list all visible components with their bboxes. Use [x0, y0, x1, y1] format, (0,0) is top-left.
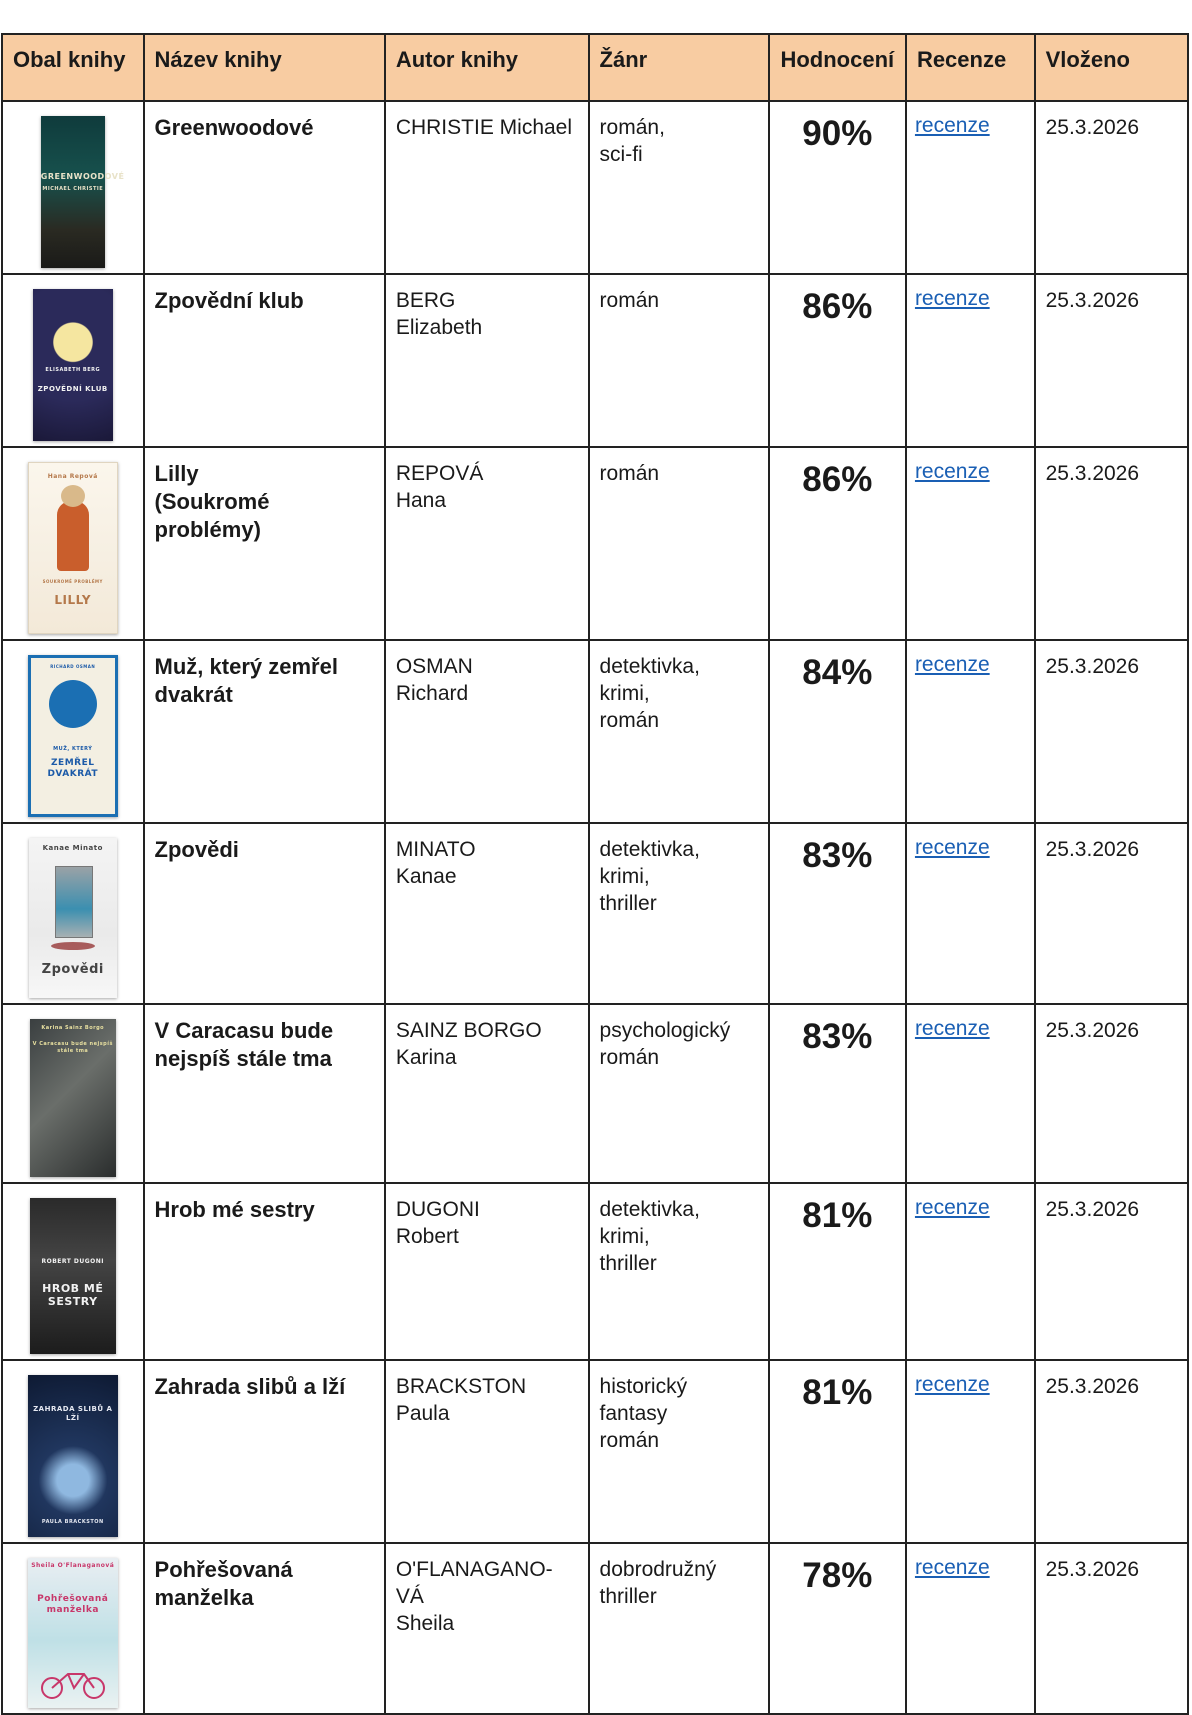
book-genre: román, sci-fi: [589, 101, 769, 274]
book-cover-image: [29, 838, 117, 998]
cover-hat-icon: [61, 485, 85, 507]
book-cover-image: [33, 289, 113, 441]
cover-text: ZAHRADA SLIBŮ A LŽÍ: [33, 1405, 113, 1422]
review-link[interactable]: recenze: [914, 114, 990, 137]
cover-text: LILLY: [54, 593, 92, 607]
book-title: V Caracasu bude nejspíš stále tma: [144, 1004, 385, 1183]
book-author: CHRISTIE Michael: [385, 101, 589, 274]
book-genre: román: [589, 274, 769, 447]
header-row: [2, 34, 1188, 101]
book-title: Zahrada slibů a lží: [144, 1360, 385, 1543]
cover-text: ZPOVĚDNÍ KLUB: [37, 385, 108, 393]
book-genre: dobrodružný thriller: [589, 1543, 769, 1714]
cover-text: Sheila O'Flanaganová: [31, 1562, 115, 1569]
review-link[interactable]: recenze: [914, 1196, 990, 1219]
table-row: [2, 447, 1188, 640]
book-author: BERG Elizabeth: [385, 274, 589, 447]
cover-text: Karina Sainz Borgo: [41, 1025, 105, 1031]
date-added: 25.3.2026: [1035, 101, 1188, 274]
cover-text: GREENWOODOVÉ: [40, 172, 125, 181]
cover-text: V Caracasu bude nejspíš stále tma: [32, 1041, 113, 1054]
book-genre: psychologický román: [589, 1004, 769, 1183]
review-cell: [906, 823, 1035, 1004]
book-title: Greenwoodové: [144, 101, 385, 274]
cover-text: ZEMŘEL DVAKRÁT: [47, 758, 99, 779]
date-added: 25.3.2026: [1035, 823, 1188, 1004]
book-rating: 81%: [769, 1183, 906, 1360]
review-cell: [906, 640, 1035, 823]
cover-text: PAULA BRACKSTON: [41, 1519, 104, 1525]
book-title: Zpovědní klub: [144, 274, 385, 447]
table-row: [2, 1543, 1188, 1714]
cover-cell: [2, 447, 144, 640]
date-added: 25.3.2026: [1035, 640, 1188, 823]
book-rating: 83%: [769, 823, 906, 1004]
book-cover-image: [30, 1019, 116, 1177]
header-review: Recenze: [906, 34, 1035, 101]
review-cell: [906, 101, 1035, 274]
table-row: [2, 1004, 1188, 1183]
review-link[interactable]: recenze: [914, 1017, 990, 1040]
cover-text: RICHARD OSMAN: [50, 664, 96, 669]
review-link[interactable]: recenze: [914, 836, 990, 859]
review-link[interactable]: recenze: [914, 287, 990, 310]
review-link[interactable]: recenze: [914, 1373, 990, 1396]
review-cell: [906, 1183, 1035, 1360]
book-genre: detektivka, krimi, román: [589, 640, 769, 823]
header-author: Autor knihy: [385, 34, 589, 101]
book-author: OSMAN Richard: [385, 640, 589, 823]
book-rating: 84%: [769, 640, 906, 823]
cover-text: Hana Repová: [47, 473, 98, 480]
review-link[interactable]: recenze: [914, 1556, 990, 1579]
book-rating: 78%: [769, 1543, 906, 1714]
header-rating: Hodnocení: [769, 34, 906, 101]
book-title: Muž, který zemřel dvakrát: [144, 640, 385, 823]
review-link[interactable]: recenze: [914, 653, 990, 676]
book-cover-image: [28, 1375, 118, 1537]
book-title: Zpovědi: [144, 823, 385, 1004]
cover-cell: [2, 823, 144, 1004]
cover-text: SOUKROMÉ PROBLÉMY: [42, 579, 103, 584]
date-added: 25.3.2026: [1035, 1543, 1188, 1714]
table-row: [2, 823, 1188, 1004]
date-added: 25.3.2026: [1035, 274, 1188, 447]
cover-text: Kanae Minato: [42, 844, 103, 852]
cover-cell: [2, 1543, 144, 1714]
cover-cell: [2, 1183, 144, 1360]
cover-cell: [2, 1004, 144, 1183]
cover-text: MUŽ, KTERÝ: [53, 746, 93, 752]
review-cell: [906, 274, 1035, 447]
header-cover: Obal knihy: [2, 34, 144, 101]
cover-text: HROB MÉ SESTRY: [42, 1282, 104, 1308]
book-genre: detektivka, krimi, thriller: [589, 823, 769, 1004]
book-genre: historický fantasy román: [589, 1360, 769, 1543]
books-table: [1, 33, 1189, 1715]
review-cell: [906, 1543, 1035, 1714]
cover-cell: [2, 274, 144, 447]
cover-text: ELISABETH BERG: [45, 367, 101, 373]
book-author: BRACKSTON Paula: [385, 1360, 589, 1543]
book-title: Pohřešovaná manželka: [144, 1543, 385, 1714]
book-author: O'FLANAGANO- VÁ Sheila: [385, 1543, 589, 1714]
cover-text: MICHAEL CHRISTIE: [42, 186, 104, 192]
book-cover-image: [40, 116, 125, 268]
book-cover-image: [28, 1558, 118, 1708]
date-added: 25.3.2026: [1035, 1183, 1188, 1360]
table-row: [2, 101, 1188, 274]
book-author: SAINZ BORGO Karina: [385, 1004, 589, 1183]
book-author: DUGONI Robert: [385, 1183, 589, 1360]
cover-bicycle-icon: [38, 1668, 108, 1700]
cover-cell: [2, 101, 144, 274]
book-rating: 81%: [769, 1360, 906, 1543]
cover-cell: [2, 1360, 144, 1543]
cover-text: Pohřešovaná manželka: [37, 1594, 109, 1615]
header-genre: Žánr: [589, 34, 769, 101]
book-genre: román: [589, 447, 769, 640]
book-author: MINATO Kanae: [385, 823, 589, 1004]
header-title: Název knihy: [144, 34, 385, 101]
book-rating: 86%: [769, 447, 906, 640]
review-cell: [906, 1004, 1035, 1183]
book-genre: detektivka, krimi, thriller: [589, 1183, 769, 1360]
book-cover-image: [28, 462, 118, 634]
cover-cell: [2, 640, 144, 823]
review-link[interactable]: recenze: [914, 460, 990, 483]
cover-box-icon: [55, 866, 93, 938]
book-cover-image: [30, 1198, 116, 1354]
book-rating: 83%: [769, 1004, 906, 1183]
cover-text: Zpovědi: [41, 962, 104, 977]
book-cover-image: [28, 655, 118, 817]
table-row: [2, 1360, 1188, 1543]
review-cell: [906, 447, 1035, 640]
table-row: [2, 1183, 1188, 1360]
cover-text: ROBERT DUGONI: [41, 1258, 105, 1265]
date-added: 25.3.2026: [1035, 447, 1188, 640]
book-title: Lilly (Soukromé problémy): [144, 447, 385, 640]
header-date: Vloženo: [1035, 34, 1188, 101]
review-cell: [906, 1360, 1035, 1543]
book-rating: 86%: [769, 274, 906, 447]
cover-fox-icon: [49, 680, 97, 728]
book-rating: 90%: [769, 101, 906, 274]
date-added: 25.3.2026: [1035, 1004, 1188, 1183]
book-author: REPOVÁ Hana: [385, 447, 589, 640]
table-row: [2, 640, 1188, 823]
book-title: Hrob mé sestry: [144, 1183, 385, 1360]
table-row: [2, 274, 1188, 447]
date-added: 25.3.2026: [1035, 1360, 1188, 1543]
cover-figure-icon: [57, 501, 89, 571]
